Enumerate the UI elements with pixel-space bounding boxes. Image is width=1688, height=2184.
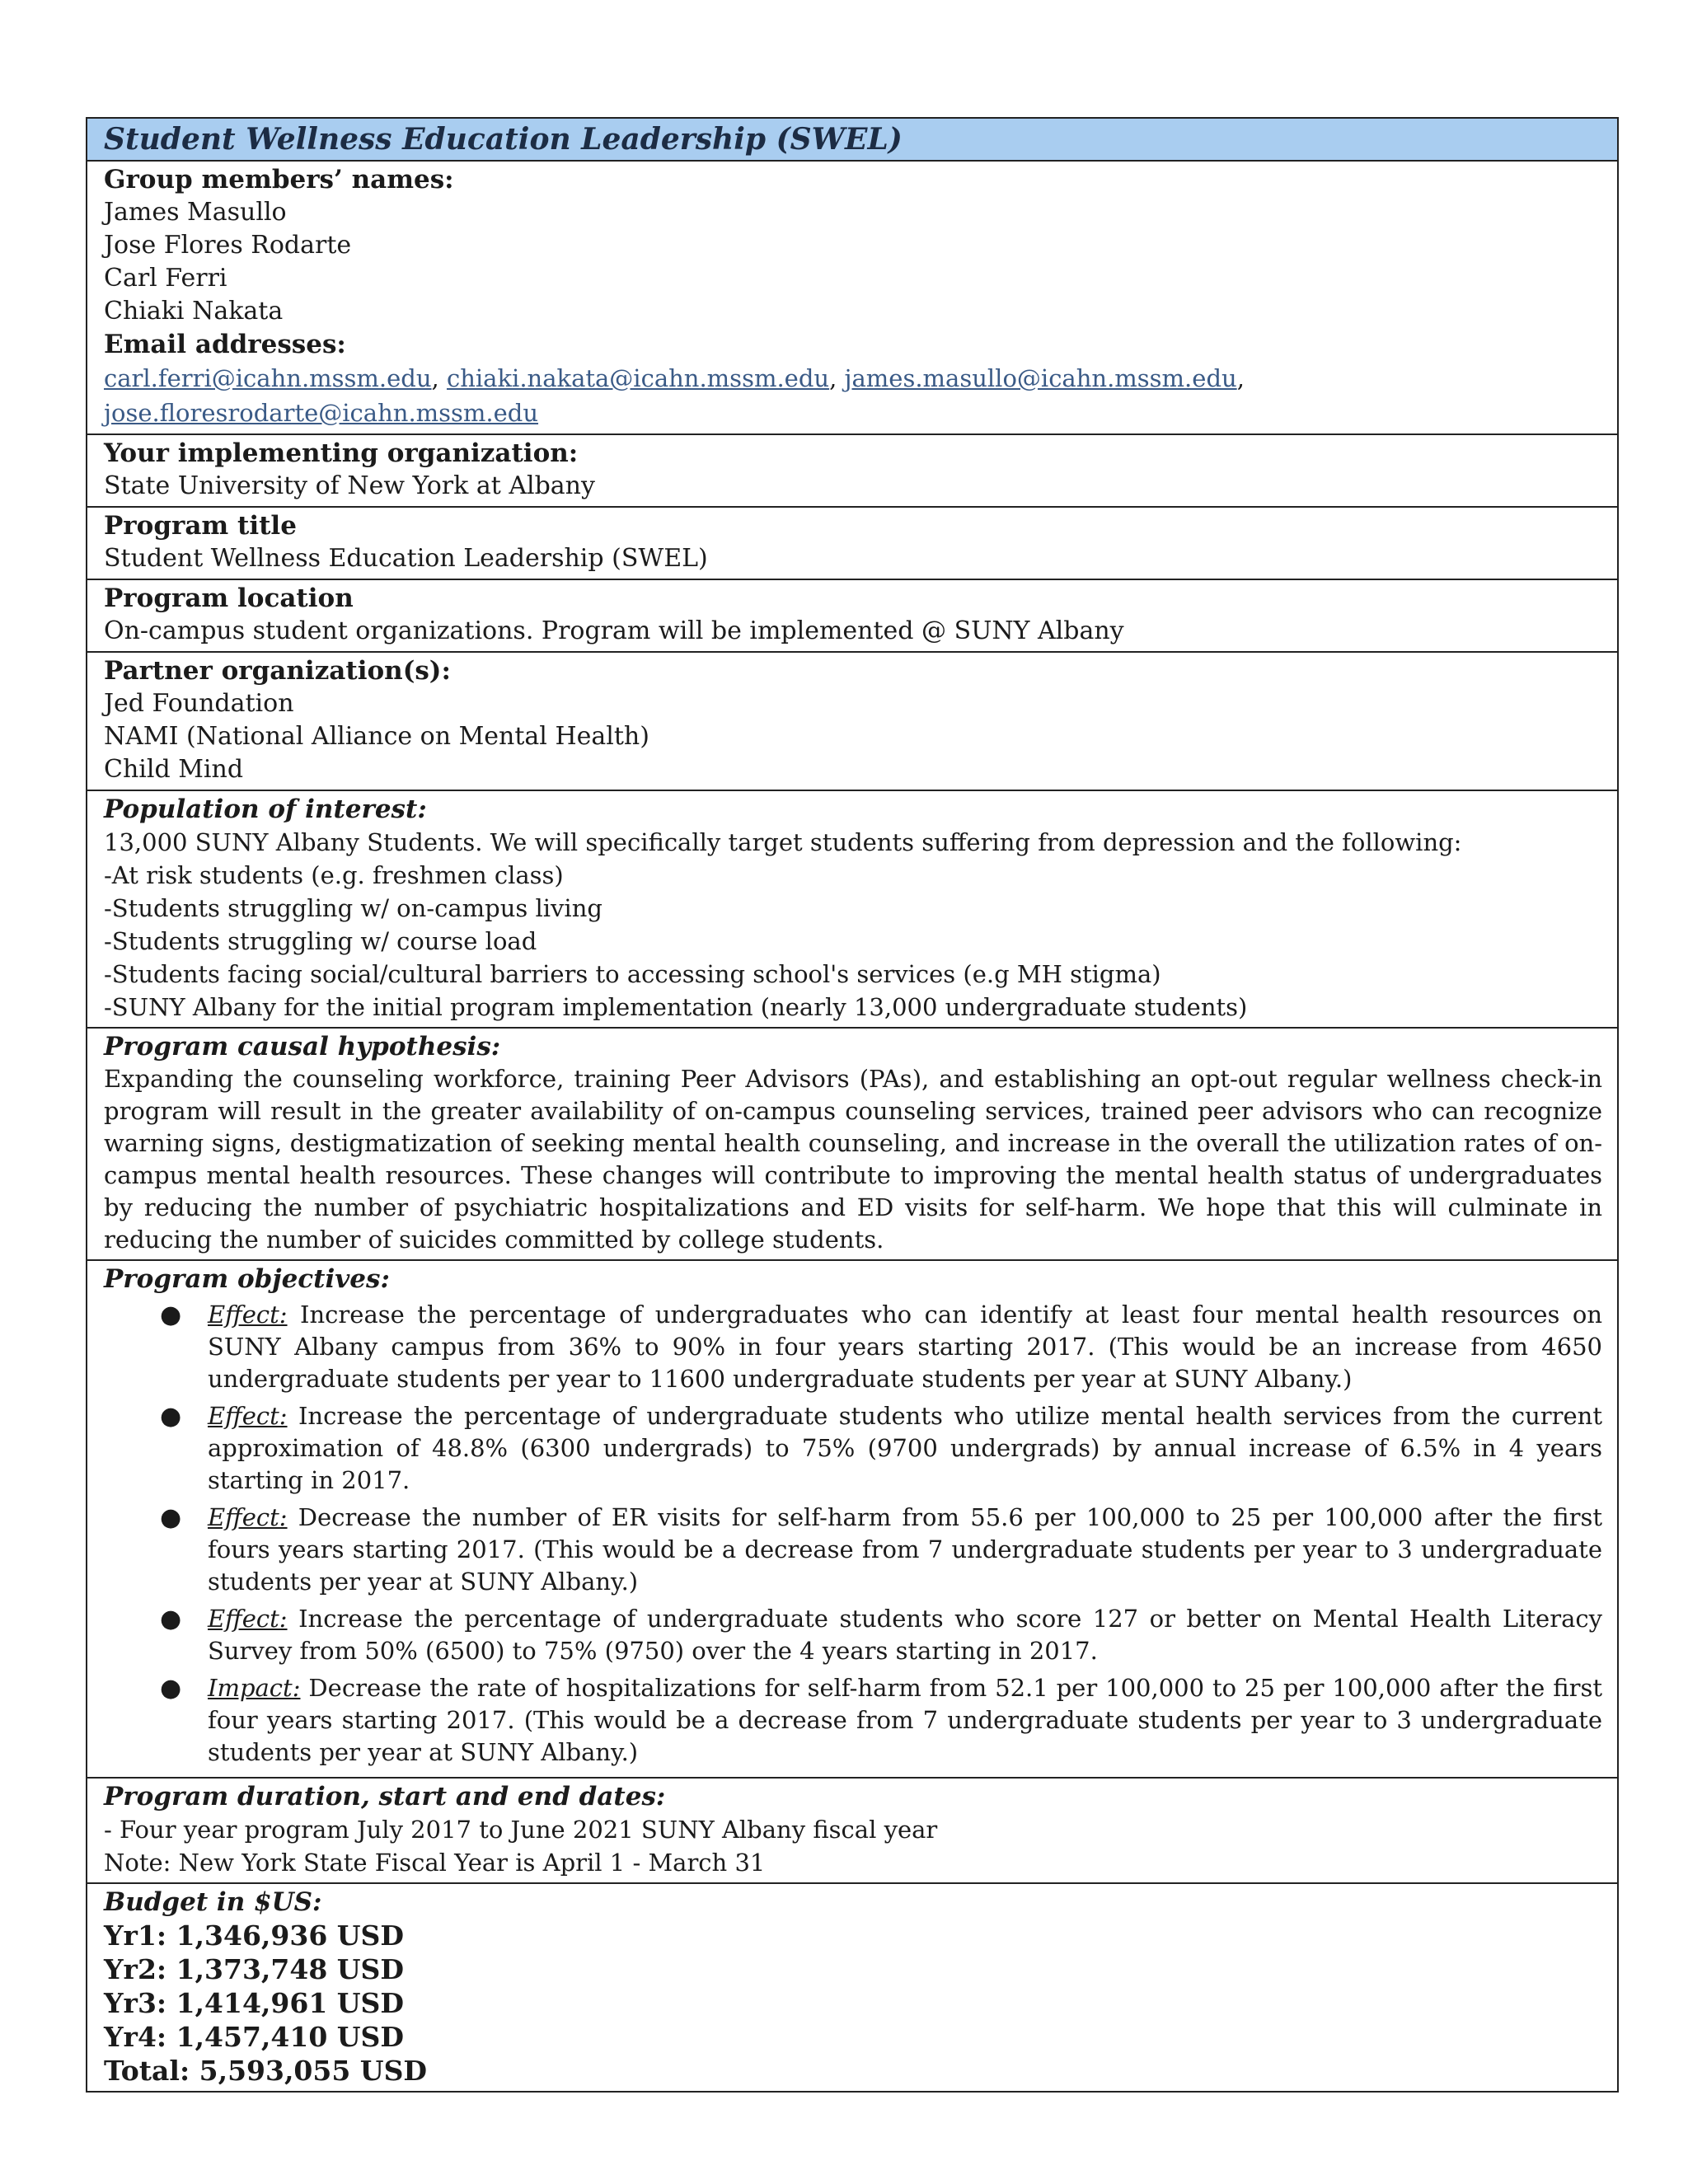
population-line: 13,000 SUNY Albany Students. We will specifically target students suffering from depression and the following: — [104, 828, 1462, 856]
bullet-icon: ● — [160, 1605, 182, 1633]
partner-item: NAMI (National Alliance on Mental Health) — [104, 722, 649, 751]
budget-label: Budget in $US: — [104, 1887, 322, 1917]
duration-line: Note: New York State Fiscal Year is April 1 - March 31 — [104, 1849, 766, 1877]
bullet-icon: ● — [160, 1674, 182, 1703]
location-value: On-campus student organizations. Program will be implemented @ SUNY Albany — [104, 616, 1124, 645]
budget-section — [87, 1882, 1617, 2091]
population-label: Population of interest: — [104, 794, 427, 824]
email-link[interactable]: jose.floresrodarte@icahn.mssm.edu — [104, 399, 539, 427]
group-section — [87, 160, 1617, 434]
program-title-label: Program title — [104, 511, 297, 541]
member-name: Chiaki Nakata — [104, 297, 284, 326]
objective-text: Increase the percentage of undergraduates who can identify at least four mental health resources on SUNY Albany campus from 36% to 90% in four years starting 2017. (This would be an increase from 4650 undergraduate students per year to 11600 undergraduate students per year at SUNY Albany.) — [208, 1301, 1603, 1393]
objective-text: Increase the percentage of undergraduate students who utilize mental health services from the current approximation of 48.8% (6300 undergrads) to 75% (9700 undergrads) by annual increase of 6.5% in 4 years starting in 2017. — [208, 1402, 1603, 1494]
objective-kind: Effect: — [208, 1301, 288, 1329]
population-line: -Students facing social/cultural barriers to accessing school's services (e.g MH stigma) — [104, 960, 1161, 988]
hypothesis-section — [87, 1027, 1617, 1259]
member-name: James Masullo — [104, 198, 287, 227]
objective-text: Decrease the rate of hospitalizations for self-harm from 52.1 per 100,000 to 25 per 100,000 after the first four years starting 2017. (This would be a decrease from 7 undergraduate students per year to 3 undergraduate students per year at SUNY Albany.) — [208, 1674, 1603, 1766]
location-section — [87, 579, 1617, 651]
population-line: -Students struggling w/ on-campus living — [104, 894, 603, 922]
partner-item: Child Mind — [104, 755, 244, 784]
member-name: Jose Flores Rodarte — [104, 231, 352, 260]
group-label: Group members’ names: — [104, 165, 454, 194]
location-label: Program location — [104, 583, 354, 613]
objectives-list — [104, 1299, 1602, 1769]
duration-label: Program duration, start and end dates: — [104, 1782, 666, 1811]
email-link[interactable]: james.masullo@icahn.mssm.edu — [844, 364, 1237, 392]
population-line: -SUNY Albany for the initial program implementation (nearly 13,000 undergraduate students) — [104, 993, 1248, 1021]
objective-text: Decrease the number of ER visits for self-harm from 55.6 per 100,000 to 25 per 100,000 after the first fours years starting 2017. (This would be a decrease from 7 undergraduate students per year to 3 undergraduate students per year at SUNY Albany.) — [208, 1503, 1602, 1596]
budget-line: Yr2: 1,373,748 USD — [104, 1953, 404, 1985]
email-link[interactable]: carl.ferri@icahn.mssm.edu — [104, 364, 432, 392]
hypothesis-label: Program causal hypothesis: — [104, 1032, 501, 1062]
budget-line: Yr4: 1,457,410 USD — [104, 2021, 404, 2053]
partners-label: Partner organization(s): — [104, 656, 451, 686]
program-title-section — [87, 506, 1617, 579]
budget-line: Yr1: 1,346,936 USD — [104, 1919, 404, 1952]
objective-kind: Effect: — [208, 1402, 288, 1430]
objective-item — [160, 1400, 1603, 1497]
objective-kind: Effect: — [208, 1605, 288, 1633]
email-label: Email addresses: — [104, 330, 346, 359]
bullet-icon: ● — [160, 1301, 182, 1329]
partner-item: Jed Foundation — [104, 689, 294, 718]
program-title-value: Student Wellness Education Leadership (SWEL) — [104, 544, 708, 573]
objective-item — [160, 1672, 1603, 1769]
org-section — [87, 434, 1617, 506]
proposal-form — [86, 117, 1619, 2093]
partners-section — [87, 651, 1617, 790]
objectives-label: Program objectives: — [104, 1264, 390, 1294]
hypothesis-text: Expanding the counseling workforce, training Peer Advisors (PAs), and establishing an opt-out regular wellness check-in program will result in the greater availability of on-campus counseling services, trained peer advisors who can recognize warning signs, destigmatization of seeking mental health counseling, and increase in the overall the utilization rates of on-campus mental health resources. These changes will contribute to improving the mental health status of undergraduates by reducing the number of psychiatric hospitalizations and ED visits for self-harm. We hope that this will culminate in reducing the number of suicides committed by college students. — [104, 1065, 1602, 1254]
population-line: -At risk students (e.g. freshmen class) — [104, 861, 564, 889]
member-name: Carl Ferri — [104, 264, 227, 293]
objective-item — [160, 1603, 1603, 1667]
objective-text: Increase the percentage of undergraduate students who score 127 or better on Mental Health Literacy Survey from 50% (6500) to 75% (9750) over the 4 years starting in 2017. — [208, 1605, 1603, 1665]
org-value: State University of New York at Albany — [104, 471, 595, 500]
form-title: Student Wellness Education Leadership (SWEL) — [87, 119, 1617, 160]
objective-item — [160, 1299, 1603, 1395]
bullet-icon: ● — [160, 1402, 182, 1431]
duration-section — [87, 1777, 1617, 1882]
duration-line: - Four year program July 2017 to June 2021 SUNY Albany fiscal year — [104, 1816, 938, 1844]
objectives-section — [87, 1259, 1617, 1777]
budget-line: Yr3: 1,414,961 USD — [104, 1987, 404, 2019]
bullet-icon: ● — [160, 1503, 182, 1532]
org-label: Your implementing organization: — [104, 438, 579, 468]
email-link[interactable]: chiaki.nakata@icahn.mssm.edu — [446, 364, 830, 392]
population-line: -Students struggling w/ course load — [104, 927, 537, 955]
population-section — [87, 790, 1617, 1027]
objective-kind: Effect: — [208, 1503, 288, 1531]
objective-kind: Impact: — [208, 1674, 301, 1702]
budget-total: Total: 5,593,055 USD — [104, 2055, 428, 2087]
email-list: carl.ferri@icahn.mssm.edu, chiaki.nakata@icahn.mssm.edu, james.masullo@icahn.mssm.edu, jose.floresrodarte@icahn.mssm.edu — [104, 364, 1245, 427]
objective-item — [160, 1502, 1602, 1598]
